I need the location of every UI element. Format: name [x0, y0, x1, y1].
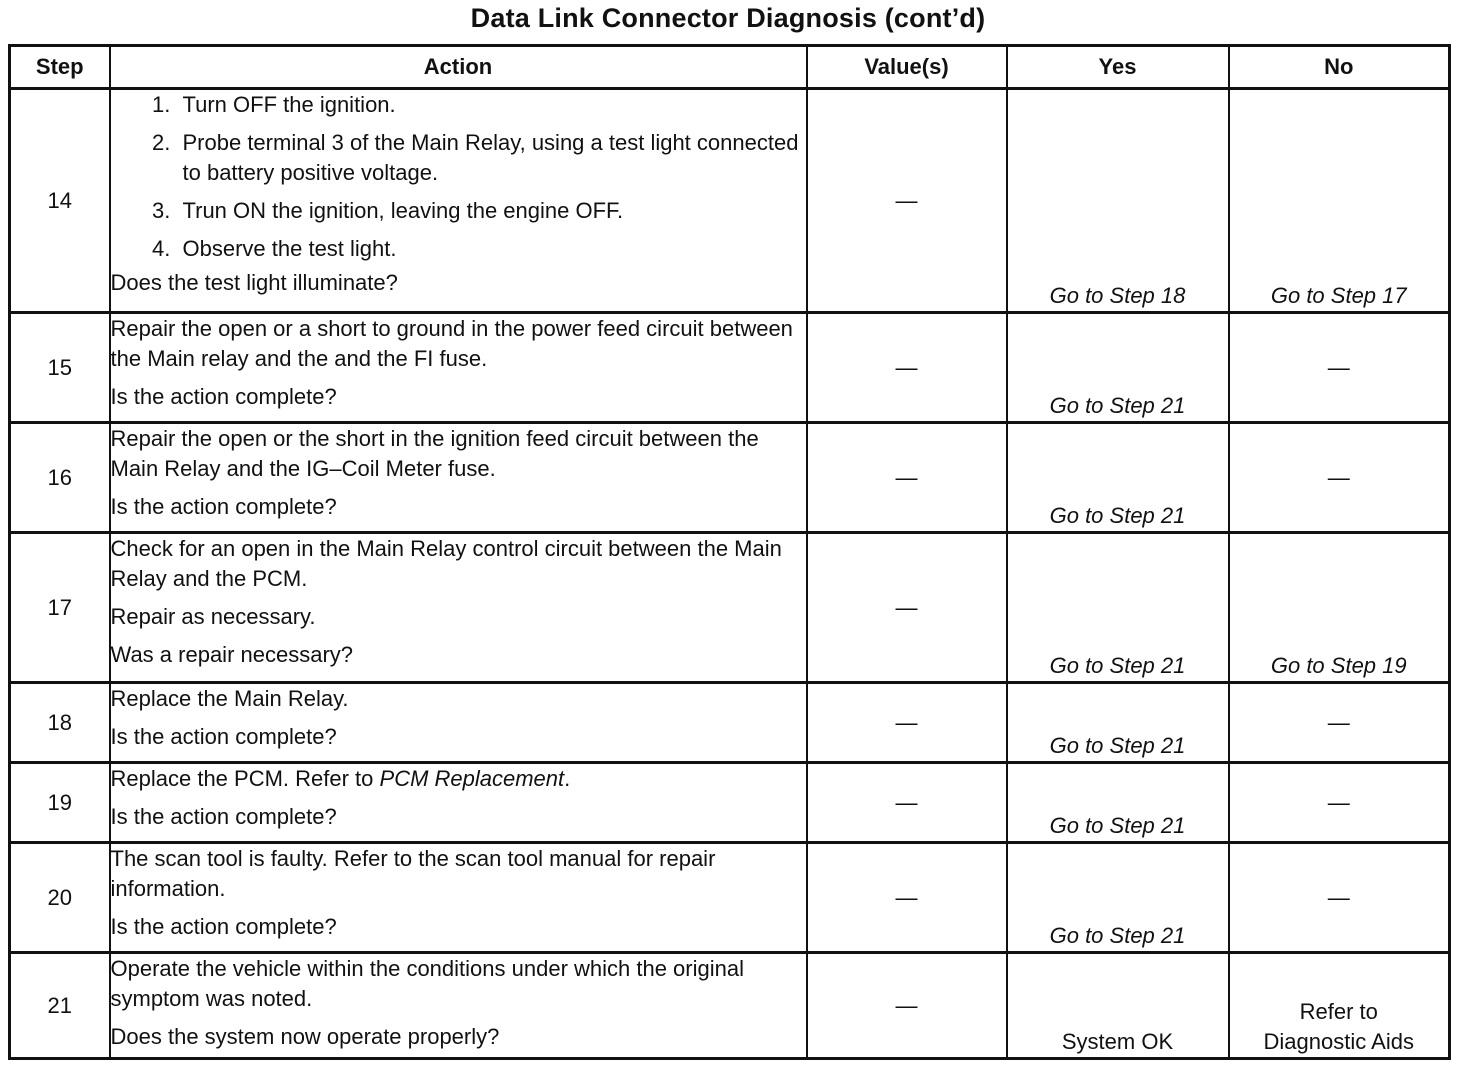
pcm-replacement-reference[interactable]: PCM Replacement [379, 766, 565, 791]
step-number: 14 [10, 89, 110, 313]
value-cell: — [807, 683, 1007, 763]
yes-cell: Go to Step 21 [1007, 313, 1229, 423]
action-cell [110, 843, 807, 953]
step-number: 18 [10, 683, 110, 763]
no-cell: — [1229, 843, 1450, 953]
action-question: Is the action complete? [110, 384, 337, 409]
action-text: Repair the open or a short to ground in the power feed circuit between the Main relay and the and the FI fuse. [110, 316, 793, 371]
action-text: Repair the open or the short in the ignition feed circuit between the Main Relay and the IG–Coil Meter fuse. [110, 426, 759, 481]
yes-cell: Go to Step 21 [1007, 843, 1229, 953]
list-item: 4. Observe the test light. [177, 234, 806, 268]
action-text-suffix: . [564, 766, 571, 791]
action-text: Check for an open in the Main Relay control circuit between the Main Relay and the PCM. [110, 536, 782, 591]
yes-cell: System OK [1007, 953, 1229, 1059]
no-cell: Go to Step 17 [1229, 89, 1450, 313]
action-cell [110, 423, 807, 533]
action-question: Is the action complete? [110, 804, 337, 829]
header-action: Action [110, 46, 807, 89]
yes-cell: Go to Step 21 [1007, 763, 1229, 843]
action-cell [110, 313, 807, 423]
value-cell: — [807, 313, 1007, 423]
step-number: 20 [10, 843, 110, 953]
table-row [10, 423, 1450, 533]
action-question: Is the action complete? [110, 494, 337, 519]
action-steps-list [111, 90, 806, 268]
table-row [10, 313, 1450, 423]
header-yes: Yes [1007, 46, 1229, 89]
step-number: 15 [10, 313, 110, 423]
no-cell: — [1229, 763, 1450, 843]
action-text: Replace the Main Relay. [110, 686, 349, 711]
header-value: Value(s) [807, 46, 1007, 89]
action-text: Repair as necessary. [110, 604, 316, 629]
table-row [10, 763, 1450, 843]
no-cell: — [1229, 683, 1450, 763]
table-row [10, 533, 1450, 683]
step-number: 21 [10, 953, 110, 1059]
table-row [10, 89, 1450, 313]
step-number: 19 [10, 763, 110, 843]
action-cell [110, 683, 807, 763]
action-text: The scan tool is faulty. Refer to the scan tool manual for repair information. [110, 846, 716, 901]
action-question: Does the test light illuminate? [110, 270, 398, 295]
action-question: Was a repair necessary? [110, 642, 354, 667]
table-row [10, 953, 1450, 1059]
action-question: Is the action complete? [110, 724, 337, 749]
diagnosis-table [8, 44, 1451, 1060]
step-number: 16 [10, 423, 110, 533]
step-number: 17 [10, 533, 110, 683]
action-text-prefix: Replace the PCM. Refer to [110, 766, 380, 791]
value-cell: — [807, 533, 1007, 683]
yes-cell: Go to Step 21 [1007, 423, 1229, 533]
action-cell [110, 533, 807, 683]
action-cell [110, 763, 807, 843]
no-cell: Refer to Diagnostic Aids [1229, 953, 1450, 1059]
action-text [111, 764, 806, 802]
value-cell: — [807, 843, 1007, 953]
value-cell: — [807, 763, 1007, 843]
header-step: Step [10, 46, 110, 89]
yes-cell: Go to Step 21 [1007, 683, 1229, 763]
list-item: 1. Turn OFF the ignition. [177, 90, 806, 128]
page-title: Data Link Connector Diagnosis (cont’d) [470, 3, 986, 33]
header-row [10, 46, 1450, 89]
value-cell: — [807, 953, 1007, 1059]
action-text: Operate the vehicle within the conditions under which the original symptom was noted. [110, 956, 744, 1011]
action-cell [110, 89, 807, 313]
action-question: Does the system now operate properly? [110, 1024, 500, 1049]
no-cell: Go to Step 19 [1229, 533, 1450, 683]
table-row [10, 843, 1450, 953]
list-item: 2. Probe terminal 3 of the Main Relay, using a test light connected to battery positive voltage. [177, 128, 806, 196]
action-question: Is the action complete? [110, 914, 337, 939]
no-cell: — [1229, 423, 1450, 533]
table-row [10, 683, 1450, 763]
value-cell: — [807, 423, 1007, 533]
value-cell: — [807, 89, 1007, 313]
no-cell: — [1229, 313, 1450, 423]
header-no: No [1229, 46, 1450, 89]
yes-cell: Go to Step 18 [1007, 89, 1229, 313]
action-cell [110, 953, 807, 1059]
list-item: 3. Trun ON the ignition, leaving the engine OFF. [177, 196, 806, 234]
yes-cell: Go to Step 21 [1007, 533, 1229, 683]
